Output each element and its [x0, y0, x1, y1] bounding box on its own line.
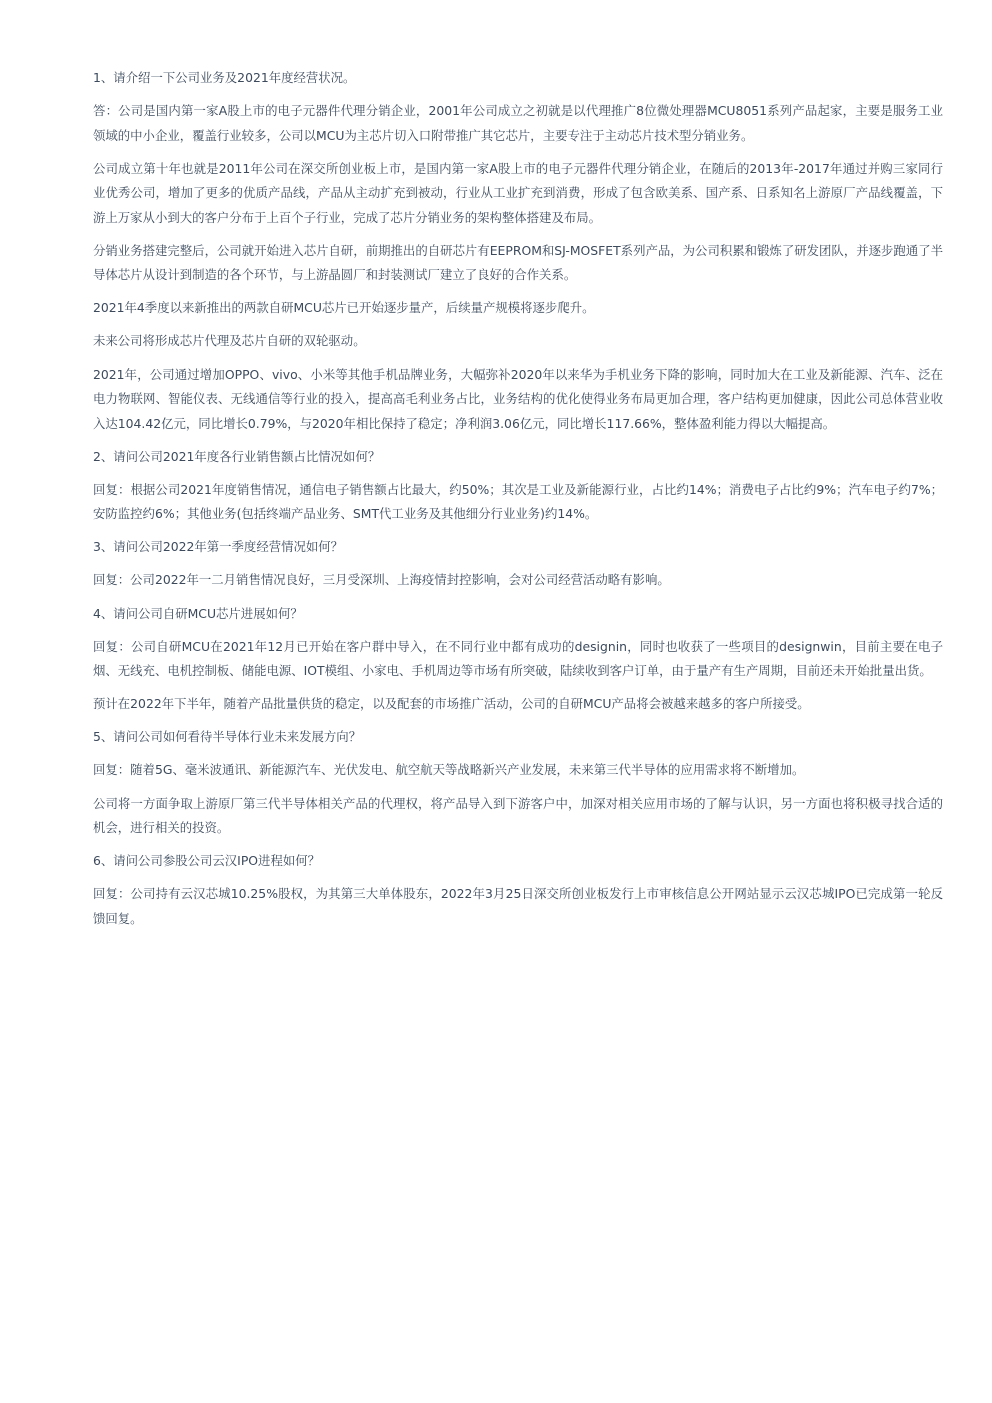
answer-paragraph: 2021年，公司通过增加OPPO、vivo、小米等其他手机品牌业务，大幅弥补2020年以来华为手机业务下降的影响，同时加大在工业及新能源、汽车、泛在电力物联网、智能仪表、无线通信等行业的投入，提高高毛利业务占比，业务结构的优化使得业务布局更加合理，客户结构更加健康，因此公司总体营业收入达104.42亿元，同比增长0.79%，与2020年相比保持了稳定；净利润3.06亿元，同比增长117.66%，整体盈利能力得以大幅提高。 [93, 366, 943, 431]
answer-paragraph: 回复：公司自研MCU在2021年12月已开始在客户群中导入，在不同行业中都有成功的designin，同时也收获了一些项目的designwin，目前主要在电子烟、无线充、电机控制板、储能电源、IOT模组、小家电、手机周边等市场有所突破，陆续收到客户订单，由于量产有生产周期，目前还未开始批量出货。 [93, 638, 943, 679]
question-1: 1、请介绍一下公司业务及2021年度经营状况。 [93, 70, 356, 85]
answer-paragraph: 公司成立第十年也就是2011年公司在深交所创业板上市，是国内第一家A股上市的电子元器件代理分销企业，在随后的2013年-2017年通过并购三家同行业优秀公司，增加了更多的优质产品线，产品从主动扩充到被动，行业从工业扩充到消费，形成了包含欧美系、国产系、日系知名上游原厂产品线覆盖，下游上万家从小到大的客户分布于上百个子行业，完成了芯片分销业务的架构整体搭建及布局。 [93, 160, 943, 225]
answer-paragraph: 公司将一方面争取上游原厂第三代半导体相关产品的代理权，将产品导入到下游客户中，加深对相关应用市场的了解与认识，另一方面也将积极寻找合适的机会，进行相关的投资。 [93, 795, 943, 835]
answer-paragraph: 回复：根据公司2021年度销售情况，通信电子销售额占比最大，约50%；其次是工业及新能源行业，占比约14%；消费电子占比约9%；汽车电子约7%；安防监控约6%；其他业务(包括终端产品业务、SMT代工业务及其他细分行业业务)约14%。 [93, 481, 943, 522]
answer-paragraph: 分销业务搭建完整后，公司就开始进入芯片自研，前期推出的自研芯片有EEPROM和SJ-MOSFET系列产品，为公司积累和锻炼了研发团队，并逐步跑通了半导体芯片从设计到制造的各个环节，与上游晶圆厂和封装测试厂建立了良好的合作关系。 [93, 242, 943, 283]
answer-paragraph: 2021年4季度以来新推出的两款自研MCU芯片已开始逐步量产，后续量产规模将逐步爬升。 [93, 300, 595, 316]
question-6: 6、请问公司参股公司云汉IPO进程如何？ [93, 853, 321, 869]
question-4: 4、请问公司自研MCU芯片进展如何？ [93, 605, 303, 621]
question-2: 2、请问公司2021年度各行业销售额占比情况如何？ [93, 448, 381, 464]
question-3: 3、请问公司2022年第一季度经营情况如何？ [93, 539, 344, 555]
question-5: 5、请问公司如何看待半导体行业未来发展方向？ [93, 729, 362, 745]
answer-paragraph: 回复：公司持有云汉芯城10.25%股权，为其第三大单体股东，2022年3月25日深交所创业板发行上市审核信息公开网站显示云汉芯城IPO已完成第一轮反馈回复。 [93, 886, 943, 926]
answer-paragraph: 回复：公司2022年一二月销售情况良好，三月受深圳、上海疫情封控影响，会对公司经营活动略有影响。 [93, 572, 670, 588]
answer-paragraph: 答：公司是国内第一家A股上市的电子元器件代理分销企业，2001年公司成立之初就是以代理推广8位微处理器MCU8051系列产品起家，主要是服务工业领域的中小企业，覆盖行业较多，公司以MCU为主芯片切入口附带推广其它芯片，主要专注于主动芯片技术型分销业务。 [93, 103, 943, 143]
answer-paragraph: 预计在2022年下半年，随着产品批量供货的稳定，以及配套的市场推广活动，公司的自研MCU产品将会被越来越多的客户所接受。 [93, 696, 810, 712]
document-page [93, 66, 943, 940]
answer-paragraph: 回复：随着5G、毫米波通讯、新能源汽车、光伏发电、航空航天等战略新兴产业发展，未来第三代半导体的应用需求将不断增加。 [93, 762, 805, 778]
answer-paragraph: 未来公司将形成芯片代理及芯片自研的双轮驱动。 [93, 333, 366, 349]
